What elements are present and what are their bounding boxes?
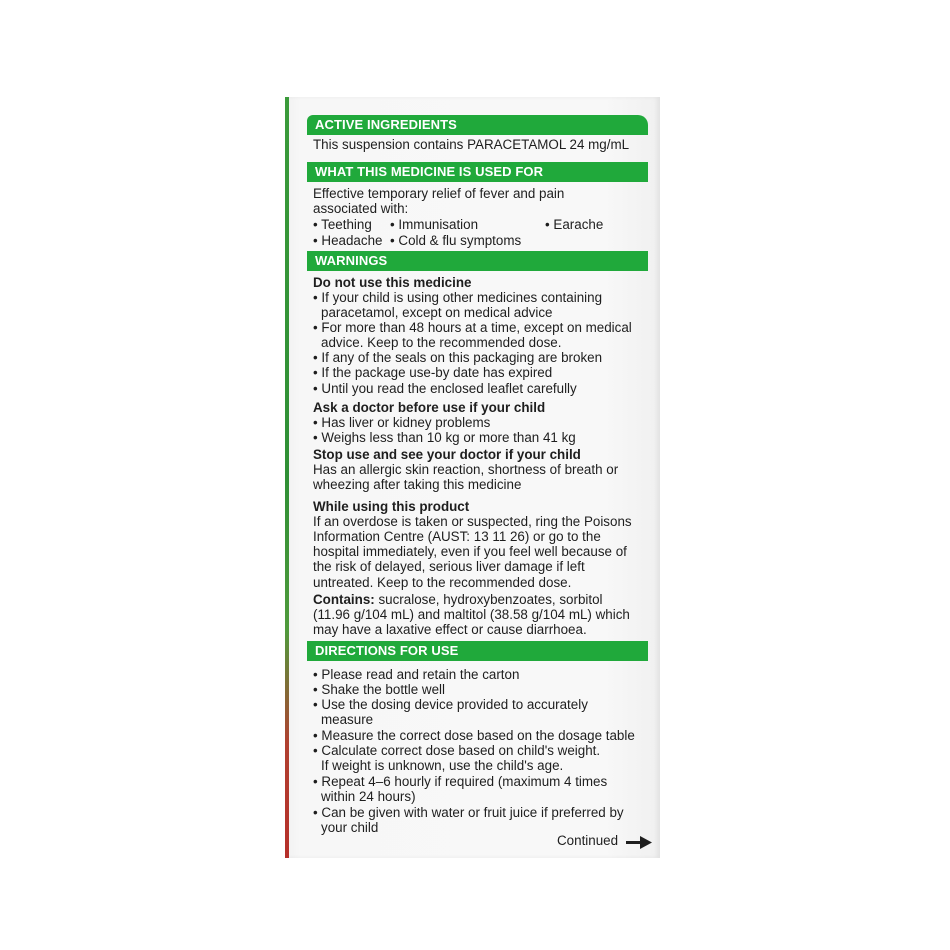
directions-heading: DIRECTIONS FOR USE (307, 641, 648, 661)
uses-item-earache: • Earache (545, 217, 604, 232)
do-not-use-line: advice. Keep to the recommended dose. (321, 335, 562, 350)
do-not-use-line: • If your child is using other medicines containing (313, 290, 603, 305)
stop-use-line: wheezing after taking this medicine (313, 477, 522, 492)
uses-line: associated with: (313, 201, 409, 216)
do-not-use-line: • If the package use-by date has expired (313, 365, 553, 380)
directions-line: • Please read and retain the carton (313, 667, 520, 682)
directions-line: • Use the dosing device provided to accurately (313, 697, 588, 712)
stop-use-line: Has an allergic skin reaction, shortness of breath or (313, 462, 619, 477)
directions-line: If weight is unknown, use the child's age. (321, 758, 564, 773)
uses-heading: WHAT THIS MEDICINE IS USED FOR (307, 162, 648, 182)
contains-line: (11.96 g/104 mL) and maltitol (38.58 g/104 mL) which (313, 607, 630, 622)
uses-item-immunisation: • Immunisation (390, 217, 479, 232)
while-using-line: If an overdose is taken or suspected, ring the Poisons (313, 514, 632, 529)
do-not-use-line: paracetamol, except on medical advice (321, 305, 553, 320)
ask-doctor-line: • Weighs less than 10 kg or more than 41 kg (313, 430, 576, 445)
while-using-line: the risk of delayed, serious liver damage if left (313, 559, 585, 574)
carton-side-edge (285, 97, 289, 858)
active-ingredients-text: This suspension contains PARACETAMOL 24 mg/mL (313, 137, 630, 152)
do-not-use-line: • For more than 48 hours at a time, except on medical (313, 320, 632, 335)
directions-line: • Shake the bottle well (313, 682, 445, 697)
contains-line: may have a laxative effect or cause diarrhoea. (313, 622, 587, 637)
directions-line: measure (321, 712, 374, 727)
warnings-heading: WARNINGS (307, 251, 648, 271)
uses-line: Effective temporary relief of fever and pain (313, 186, 565, 201)
directions-line: within 24 hours) (321, 789, 416, 804)
directions-line: • Can be given with water or fruit juice if preferred by (313, 805, 624, 820)
directions-line: • Measure the correct dose based on the dosage table (313, 728, 635, 743)
do-not-use-line: • Until you read the enclosed leaflet carefully (313, 381, 577, 396)
directions-line: your child (321, 820, 379, 835)
stop-use-title: Stop use and see your doctor if your child (313, 447, 581, 462)
active-ingredients-heading: ACTIVE INGREDIENTS (307, 115, 648, 135)
directions-line: • Calculate correct dose based on child's weight. (313, 743, 601, 758)
contains-line (313, 592, 603, 607)
while-using-title: While using this product (313, 499, 470, 514)
uses-item-teething: • Teething (313, 217, 372, 232)
directions-line: • Repeat 4–6 hourly if required (maximum 4 times (313, 774, 608, 789)
contains-text: sucralose, hydroxybenzoates, sorbitol (374, 592, 603, 607)
right-arrow-icon (626, 836, 652, 849)
ask-doctor-line: • Has liver or kidney problems (313, 415, 491, 430)
uses-item-cold-flu: • Cold & flu symptoms (390, 233, 522, 248)
uses-item-headache: • Headache (313, 233, 383, 248)
ask-doctor-title: Ask a doctor before use if your child (313, 400, 546, 415)
while-using-line: untreated. Keep to the recommended dose. (313, 575, 572, 590)
do-not-use-line: • If any of the seals on this packaging are broken (313, 350, 603, 365)
contains-label: Contains: (313, 592, 375, 607)
do-not-use-title: Do not use this medicine (313, 275, 472, 290)
continued-label: Continued (557, 833, 619, 848)
while-using-line: hospital immediately, even if you feel well because of (313, 544, 627, 559)
while-using-line: Information Centre (AUST: 13 11 26) or go to the (313, 529, 601, 544)
